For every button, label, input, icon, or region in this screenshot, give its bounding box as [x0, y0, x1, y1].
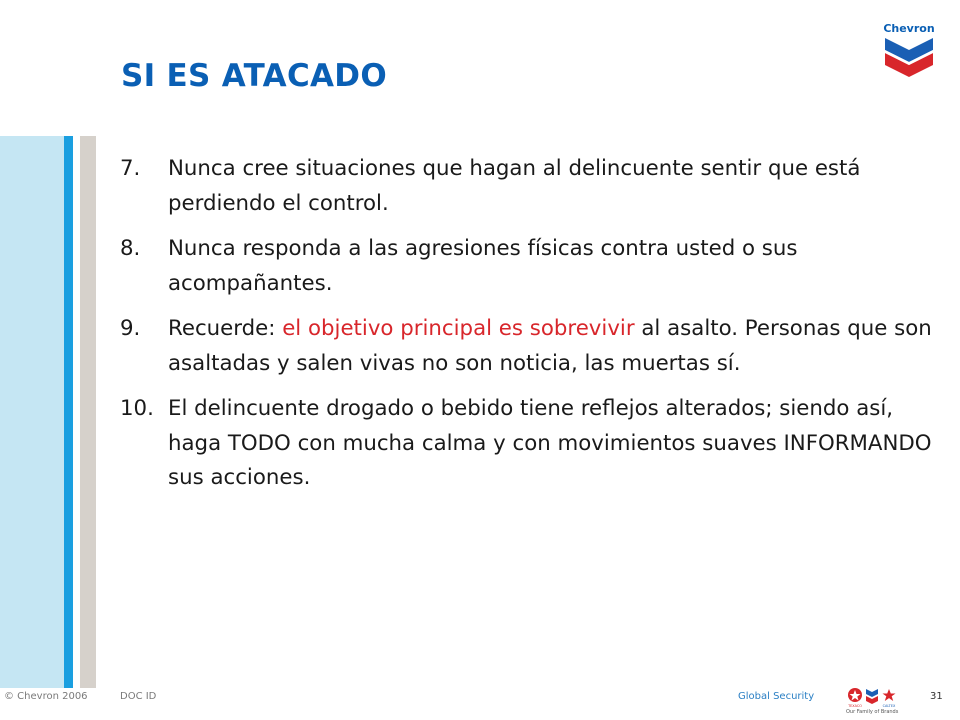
- item-text: El delincuente drogado o bebido tiene reflejos alterados; siendo así, haga TODO con mucha calma y con movimientos suaves INFORMANDO sus acciones.: [168, 396, 932, 490]
- left-band-grey: [80, 136, 96, 688]
- logo-wordmark: Chevron: [883, 22, 935, 35]
- point-list: [120, 152, 940, 507]
- item-number: 10.: [120, 396, 154, 421]
- item-text: [168, 312, 940, 381]
- footer-page-number: 31: [930, 691, 943, 702]
- chevron-chevron-icon: [866, 689, 878, 704]
- item-text: Nunca responda a las agresiones físicas contra usted o sus acompañantes.: [168, 236, 798, 296]
- list-item: [120, 312, 940, 381]
- list-item: [120, 152, 940, 221]
- item-text-pre: Recuerde:: [168, 316, 283, 341]
- footer-global-security: Global Security: [738, 691, 815, 702]
- list-item: [120, 232, 940, 301]
- chevron-logo-icon: [876, 20, 942, 82]
- slide-title: SI ES ATACADO: [121, 58, 387, 94]
- brand-caption: Our Family of Brands: [846, 709, 899, 715]
- footer-doc-id: DOC ID: [120, 691, 157, 702]
- left-band-blue: [64, 136, 73, 688]
- left-band-gap: [73, 136, 80, 688]
- item-text-post: al asalto. Personas que son asaltadas y salen vivas no son noticia, las muertas sí.: [168, 316, 932, 376]
- item-number: 9.: [120, 316, 141, 341]
- caltex-star-icon: [883, 689, 896, 708]
- list-item: [120, 392, 940, 496]
- texaco-label: TEXACO: [848, 704, 862, 708]
- caltex-label: CALTEX: [882, 704, 896, 708]
- left-band-light: [0, 136, 64, 688]
- item-number: 8.: [120, 236, 141, 261]
- texaco-star-icon: [847, 688, 862, 708]
- item-number: 7.: [120, 156, 141, 181]
- footer-copyright: © Chevron 2006: [4, 691, 88, 702]
- item-highlight: el objetivo principal es sobrevivir: [282, 316, 635, 341]
- item-text: Nunca cree situaciones que hagan al delincuente sentir que está perdiendo el control.: [168, 156, 861, 216]
